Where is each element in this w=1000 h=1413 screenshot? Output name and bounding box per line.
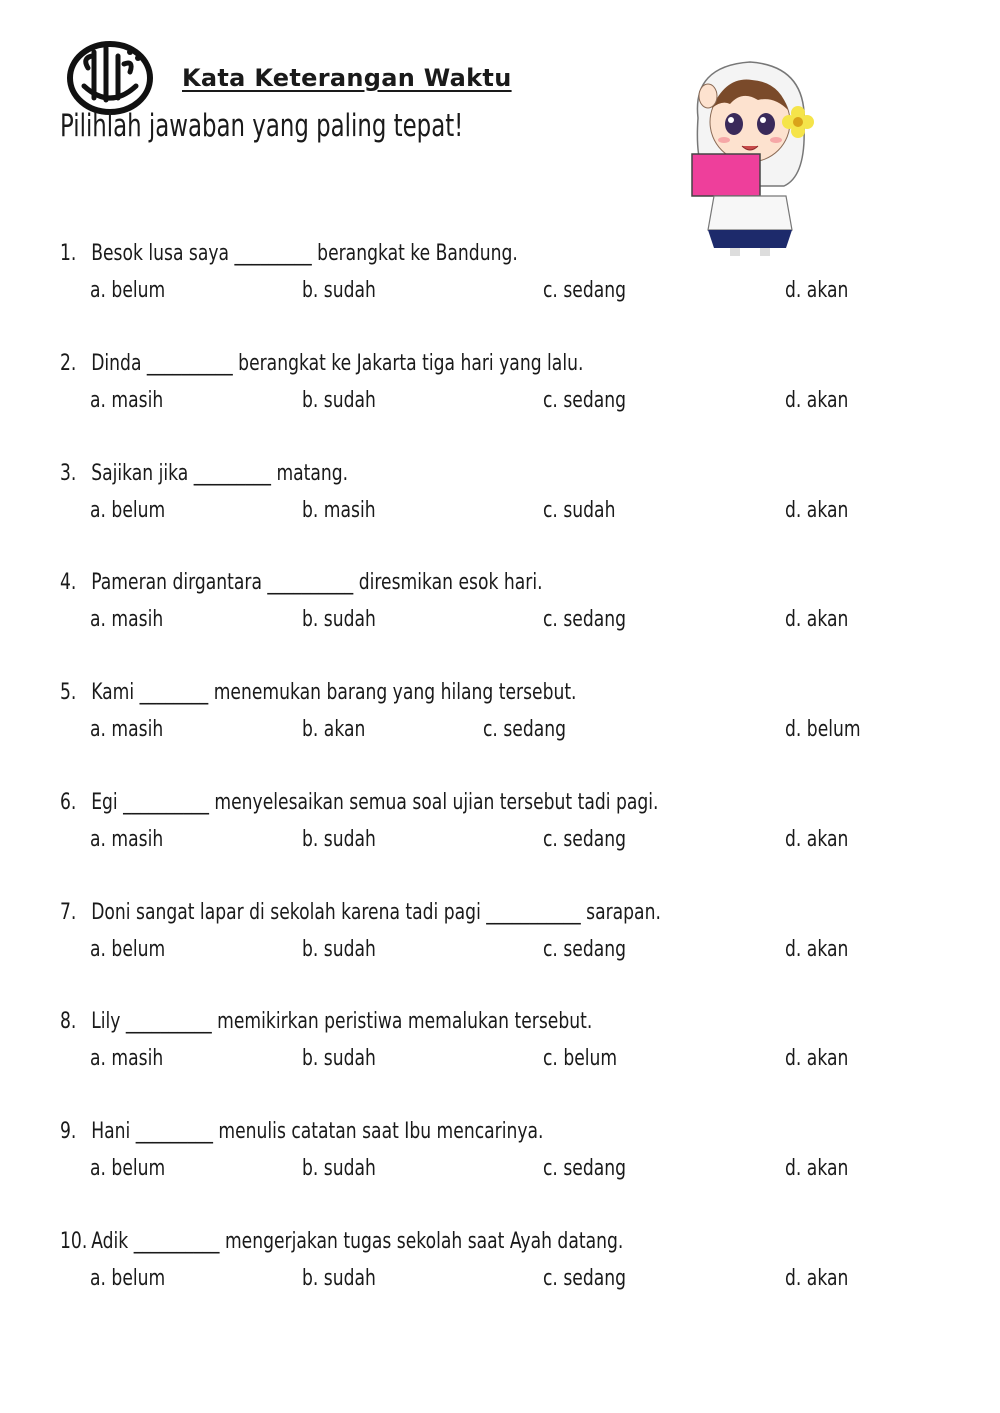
girl-illustration-icon: [686, 56, 816, 256]
option-a[interactable]: a. masih: [90, 827, 164, 852]
question-1: [0, 241, 1000, 321]
question-text: Dinda __________ berangkat ke Jakarta tiga hari yang lalu.: [91, 351, 584, 376]
question-2: [0, 351, 1000, 431]
option-a[interactable]: a. belum: [90, 278, 166, 303]
instruction-text: Pilihlah jawaban yang paling tepat!: [60, 108, 464, 144]
option-d[interactable]: d. akan: [785, 1266, 849, 1291]
option-b[interactable]: b. sudah: [302, 827, 376, 852]
option-c[interactable]: c. sedang: [543, 278, 627, 303]
question-number: 5.: [60, 680, 77, 705]
question-9: [0, 1119, 1000, 1199]
calligraphy-logo-icon: [64, 38, 156, 116]
option-c[interactable]: c. sedang: [543, 937, 627, 962]
question-6: [0, 790, 1000, 870]
option-c[interactable]: c. sedang: [543, 388, 627, 413]
option-a[interactable]: a. masih: [90, 1046, 164, 1071]
option-a[interactable]: a. masih: [90, 607, 164, 632]
question-text: Adik __________ mengerjakan tugas sekolah saat Ayah datang.: [91, 1229, 624, 1254]
question-number: 1.: [60, 241, 77, 266]
question-10: [0, 1229, 1000, 1309]
worksheet-title: Kata Keterangan Waktu: [182, 64, 512, 92]
question-text: Doni sangat lapar di sekolah karena tadi pagi ___________ sarapan.: [91, 900, 661, 925]
option-b[interactable]: b. sudah: [302, 278, 376, 303]
option-c[interactable]: c. sedang: [543, 1156, 627, 1181]
question-text: Kami ________ menemukan barang yang hilang tersebut.: [91, 680, 577, 705]
question-number: 7.: [60, 900, 77, 925]
option-d[interactable]: d. akan: [785, 1156, 849, 1181]
option-b[interactable]: b. sudah: [302, 1046, 376, 1071]
option-d[interactable]: d. belum: [785, 717, 861, 742]
option-b[interactable]: b. masih: [302, 498, 376, 523]
question-4: [0, 570, 1000, 650]
option-d[interactable]: d. akan: [785, 937, 849, 962]
question-number: 10.: [60, 1229, 88, 1254]
question-text: Pameran dirgantara __________ diresmikan esok hari.: [91, 570, 543, 595]
option-b[interactable]: b. sudah: [302, 607, 376, 632]
question-number: 9.: [60, 1119, 77, 1144]
option-d[interactable]: d. akan: [785, 1046, 849, 1071]
option-b[interactable]: b. akan: [302, 717, 366, 742]
option-a[interactable]: a. belum: [90, 937, 166, 962]
question-text: Lily __________ memikirkan peristiwa memalukan tersebut.: [91, 1009, 593, 1034]
question-number: 4.: [60, 570, 77, 595]
option-a[interactable]: a. belum: [90, 1156, 166, 1181]
option-b[interactable]: b. sudah: [302, 937, 376, 962]
question-text: Sajikan jika _________ matang.: [91, 461, 349, 486]
question-3: [0, 461, 1000, 541]
option-d[interactable]: d. akan: [785, 498, 849, 523]
option-a[interactable]: a. masih: [90, 717, 164, 742]
option-c[interactable]: c. sudah: [543, 498, 616, 523]
option-c[interactable]: c. sedang: [543, 607, 627, 632]
question-7: [0, 900, 1000, 980]
question-5: [0, 680, 1000, 760]
option-b[interactable]: b. sudah: [302, 388, 376, 413]
question-text: Egi __________ menyelesaikan semua soal ujian tersebut tadi pagi.: [91, 790, 659, 815]
option-b[interactable]: b. sudah: [302, 1156, 376, 1181]
option-d[interactable]: d. akan: [785, 827, 849, 852]
option-c[interactable]: c. sedang: [543, 1266, 627, 1291]
question-text: Hani _________ menulis catatan saat Ibu mencarinya.: [91, 1119, 544, 1144]
option-d[interactable]: d. akan: [785, 607, 849, 632]
option-c[interactable]: c. belum: [543, 1046, 618, 1071]
option-a[interactable]: a. belum: [90, 1266, 166, 1291]
option-a[interactable]: a. masih: [90, 388, 164, 413]
question-number: 6.: [60, 790, 77, 815]
option-b[interactable]: b. sudah: [302, 1266, 376, 1291]
option-d[interactable]: d. akan: [785, 388, 849, 413]
question-8: [0, 1009, 1000, 1089]
option-c[interactable]: c. sedang: [543, 827, 627, 852]
option-a[interactable]: a. belum: [90, 498, 166, 523]
question-number: 8.: [60, 1009, 77, 1034]
option-c[interactable]: c. sedang: [483, 717, 567, 742]
question-text: Besok lusa saya _________ berangkat ke Bandung.: [91, 241, 518, 266]
question-number: 3.: [60, 461, 77, 486]
question-number: 2.: [60, 351, 77, 376]
option-d[interactable]: d. akan: [785, 278, 849, 303]
